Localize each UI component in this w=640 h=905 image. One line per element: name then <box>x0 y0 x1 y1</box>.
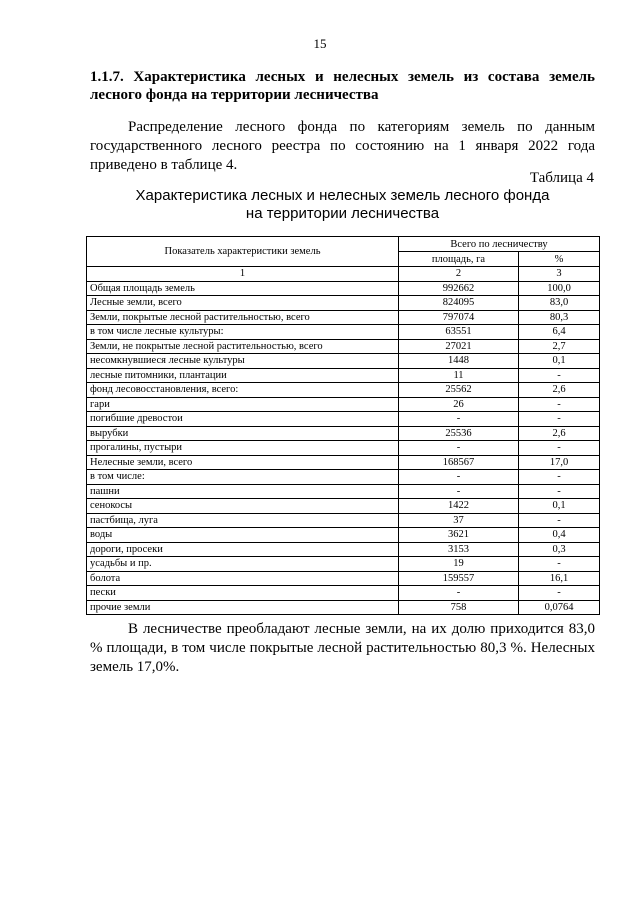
table-row <box>87 281 600 296</box>
table-row <box>87 339 600 354</box>
row-percent: - <box>519 397 600 412</box>
row-label: прочие земли <box>87 600 399 615</box>
intro-paragraph: Распределение лесного фонда по категориям земель по данным государственного лесного реестра по состоянию на 1 января 2022 года приведено в таблице 4. <box>90 119 595 173</box>
table-row <box>87 368 600 383</box>
row-area: 159557 <box>399 571 519 586</box>
column-index: 2 <box>399 267 519 282</box>
row-area: 37 <box>399 513 519 528</box>
row-percent: - <box>519 441 600 456</box>
row-area: 25536 <box>399 426 519 441</box>
row-percent: - <box>519 557 600 572</box>
row-area: 3621 <box>399 528 519 543</box>
header-area: площадь, га <box>399 252 519 267</box>
row-area: - <box>399 586 519 601</box>
row-percent: 2,6 <box>519 426 600 441</box>
row-label: фонд лесовосстановления, всего: <box>87 383 399 398</box>
table-row <box>87 542 600 557</box>
column-index: 3 <box>519 267 600 282</box>
row-label: сенокосы <box>87 499 399 514</box>
table-row <box>87 397 600 412</box>
table-row <box>87 470 600 485</box>
row-area: 1448 <box>399 354 519 369</box>
row-area: - <box>399 484 519 499</box>
row-label: пашни <box>87 484 399 499</box>
table-label: Таблица 4 <box>529 170 594 186</box>
row-label: пески <box>87 586 399 601</box>
row-percent: 0,4 <box>519 528 600 543</box>
row-label: Земли, покрытые лесной растительностью, всего <box>87 310 399 325</box>
row-percent: 0,3 <box>519 542 600 557</box>
conclusion-paragraph: В лесничестве преобладают лесные земли, на их долю приходится 83,0 % площади, в том числе покрытые лесной растительностью 80,3 %. Нелесных земель 17,0%. <box>90 621 595 675</box>
table-row <box>87 426 600 441</box>
row-percent: - <box>519 368 600 383</box>
row-area: 992662 <box>399 281 519 296</box>
row-percent: 6,4 <box>519 325 600 340</box>
row-label: в том числе: <box>87 470 399 485</box>
row-percent: - <box>519 513 600 528</box>
row-percent: 0,0764 <box>519 600 600 615</box>
table-row <box>87 441 600 456</box>
row-area: 19 <box>399 557 519 572</box>
row-label: погибшие древостои <box>87 412 399 427</box>
row-area: 63551 <box>399 325 519 340</box>
row-percent: 17,0 <box>519 455 600 470</box>
row-area: 1422 <box>399 499 519 514</box>
row-percent: 2,6 <box>519 383 600 398</box>
row-label: вырубки <box>87 426 399 441</box>
row-area: 824095 <box>399 296 519 311</box>
row-label: пастбища, луга <box>87 513 399 528</box>
row-label: Нелесные земли, всего <box>87 455 399 470</box>
land-characteristics-table <box>86 236 600 615</box>
row-label: прогалины, пустыри <box>87 441 399 456</box>
row-area: - <box>399 441 519 456</box>
row-label: Общая площадь земель <box>87 281 399 296</box>
page-number: 15 <box>313 36 327 51</box>
row-label: Лесные земли, всего <box>87 296 399 311</box>
row-percent: 0,1 <box>519 354 600 369</box>
row-area: 25562 <box>399 383 519 398</box>
row-percent: - <box>519 470 600 485</box>
table-row <box>87 571 600 586</box>
row-percent: 0,1 <box>519 499 600 514</box>
row-label: гари <box>87 397 399 412</box>
header-percent: % <box>519 252 600 267</box>
row-label: дороги, просеки <box>87 542 399 557</box>
row-area: - <box>399 470 519 485</box>
row-percent: 83,0 <box>519 296 600 311</box>
table-title <box>90 187 595 223</box>
table-row <box>87 499 600 514</box>
row-percent: - <box>519 412 600 427</box>
row-percent: 100,0 <box>519 281 600 296</box>
header-indicator: Показатель характеристики земель <box>87 237 399 267</box>
table-row <box>87 325 600 340</box>
table-row <box>87 310 600 325</box>
table-row <box>87 455 600 470</box>
row-label: несомкнувшиеся лесные культуры <box>87 354 399 369</box>
row-area: 11 <box>399 368 519 383</box>
row-area: - <box>399 412 519 427</box>
row-area: 26 <box>399 397 519 412</box>
column-index-row <box>87 267 600 282</box>
section-heading: 1.1.7. Характеристика лесных и нелесных земель из состава земель лесного фонда на территории лесничества <box>90 69 595 103</box>
row-percent: 16,1 <box>519 571 600 586</box>
row-label: воды <box>87 528 399 543</box>
table-title-line-2: на территории лесничества <box>245 205 440 222</box>
table-row <box>87 296 600 311</box>
table-title-line-1: Характеристика лесных и нелесных земель лесного фонда <box>135 187 550 204</box>
table-row <box>87 586 600 601</box>
header-total: Всего по лесничеству <box>399 237 600 252</box>
row-label: Земли, не покрытые лесной растительностью, всего <box>87 339 399 354</box>
row-area: 27021 <box>399 339 519 354</box>
table-body <box>87 281 600 615</box>
column-index: 1 <box>87 267 399 282</box>
row-area: 758 <box>399 600 519 615</box>
table-row <box>87 528 600 543</box>
row-area: 168567 <box>399 455 519 470</box>
row-percent: 80,3 <box>519 310 600 325</box>
row-percent: - <box>519 484 600 499</box>
row-label: болота <box>87 571 399 586</box>
table-header-row <box>87 237 600 252</box>
row-percent: 2,7 <box>519 339 600 354</box>
table-row <box>87 412 600 427</box>
row-label: в том числе лесные культуры: <box>87 325 399 340</box>
table-row <box>87 484 600 499</box>
row-percent: - <box>519 586 600 601</box>
table-row <box>87 600 600 615</box>
row-area: 797074 <box>399 310 519 325</box>
table-row <box>87 513 600 528</box>
row-label: усадьбы и пр. <box>87 557 399 572</box>
row-area: 3153 <box>399 542 519 557</box>
table-row <box>87 383 600 398</box>
table-row <box>87 354 600 369</box>
row-label: лесные питомники, плантации <box>87 368 399 383</box>
table-row <box>87 557 600 572</box>
